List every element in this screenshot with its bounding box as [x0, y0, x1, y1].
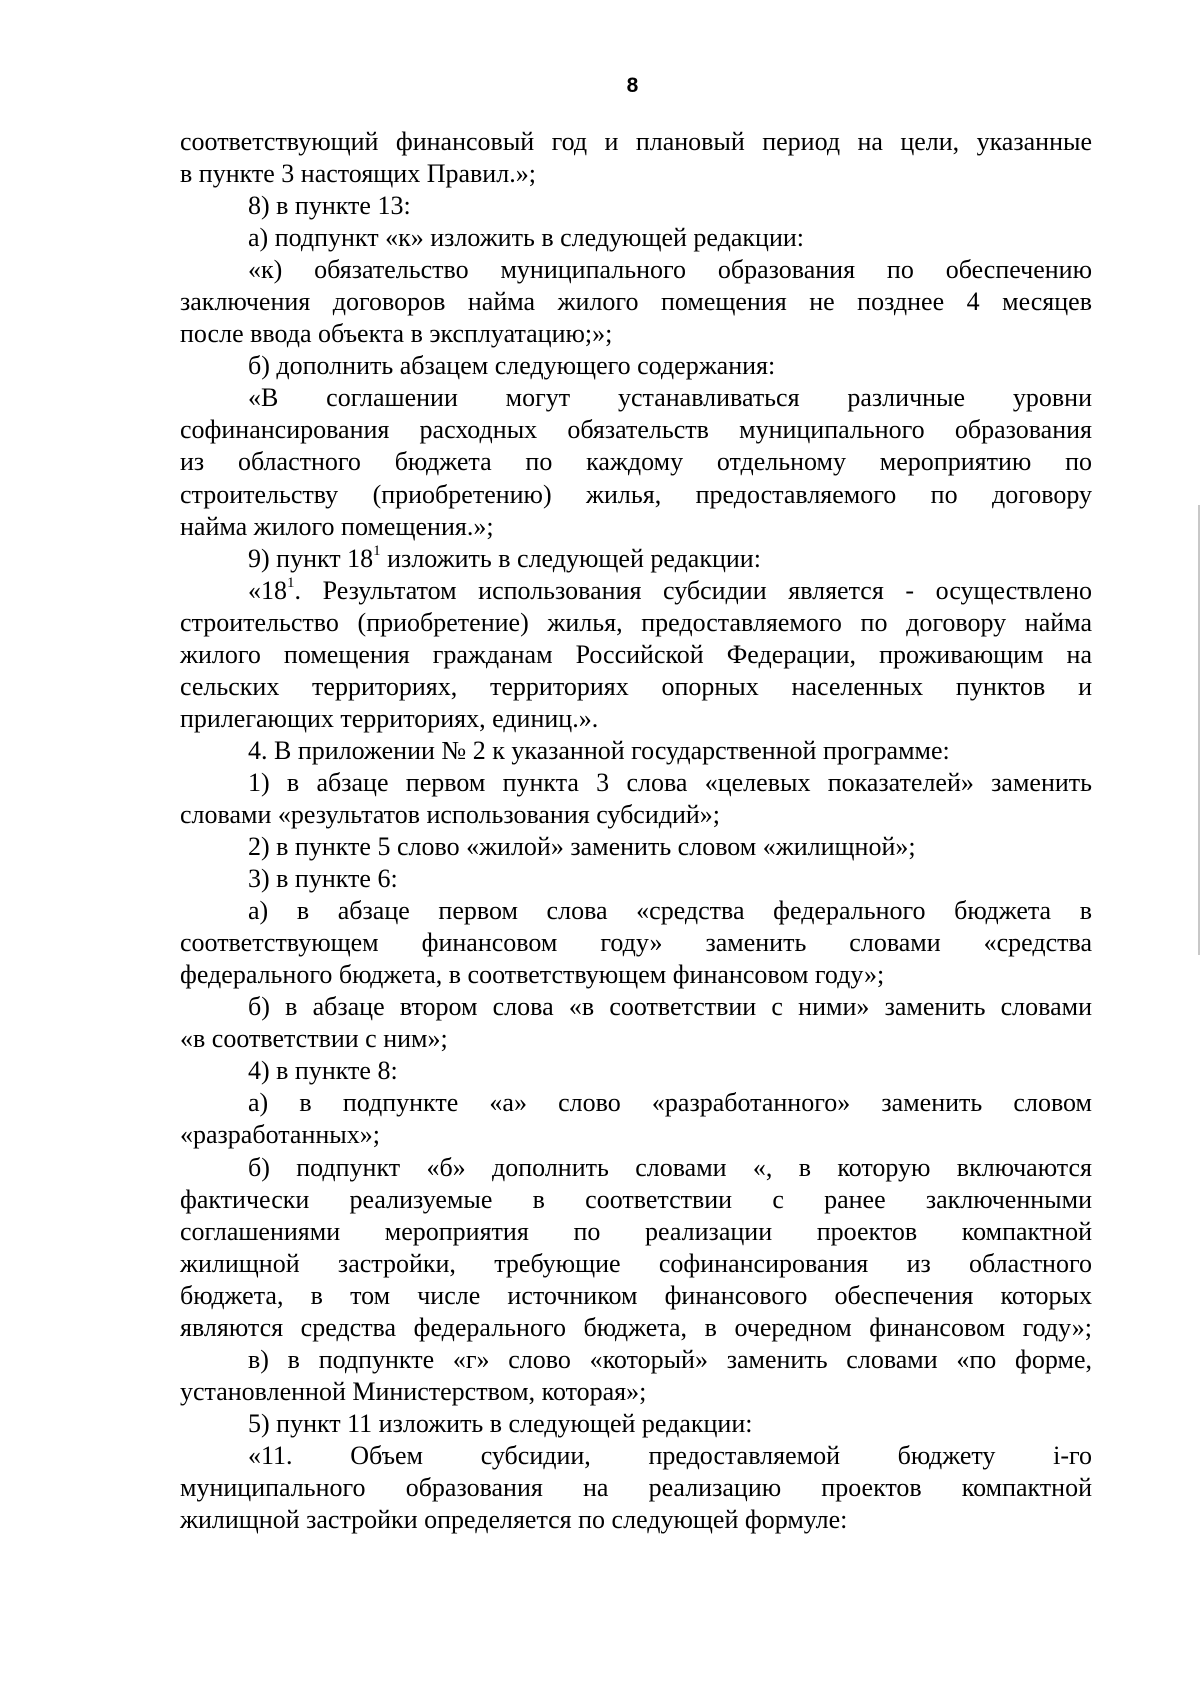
- line-text: софинансирования расходных обязательств муниципального образования: [180, 415, 1092, 445]
- line-text: соглашениями мероприятия по реализации проектов компактной: [180, 1216, 1092, 1246]
- line-text: 8) в пункте 13:: [248, 191, 411, 221]
- superscript: 1: [373, 542, 381, 559]
- text-line: [180, 831, 1092, 863]
- text-line: [180, 671, 1092, 703]
- line-text: «к) обязательство муниципального образования по обеспечению: [248, 255, 1092, 285]
- line-text: «в соответствии с ним»;: [180, 1024, 448, 1054]
- line-text: федерального бюджета, в соответствующем финансовом году»;: [180, 960, 885, 990]
- superscript: 1: [287, 574, 295, 591]
- text-line: [180, 126, 1092, 158]
- line-text: соответствующий финансовый год и плановый период на цели, указанные: [180, 127, 1092, 156]
- text-line: [180, 1504, 1092, 1536]
- line-text: прилегающих территориях, единиц.».: [180, 703, 599, 733]
- text-line: [180, 799, 1092, 831]
- line-text: б) в абзаце втором слова «в соответствии с ними» заменить словами: [248, 992, 1092, 1022]
- text-line: [180, 1023, 1092, 1055]
- text-line: [180, 1312, 1092, 1344]
- line-text: заключения договоров найма жилого помещения не позднее 4 месяцев: [180, 287, 1092, 317]
- line-text: 5) пункт 11 изложить в следующей редакции:: [248, 1408, 753, 1438]
- page-number: 8: [626, 74, 639, 97]
- line-text: «В соглашении могут устанавливаться различные уровни: [248, 383, 1092, 413]
- text-line: [180, 1248, 1092, 1280]
- text-line: [180, 991, 1092, 1023]
- text-line: [180, 1087, 1092, 1119]
- line-text: бюджета, в том числе источником финансового обеспечения которых: [180, 1280, 1092, 1310]
- text-line: [180, 1119, 1092, 1151]
- text-line: [180, 1216, 1092, 1248]
- line-text: из областного бюджета по каждому отдельному мероприятию по: [180, 447, 1092, 477]
- line-text: найма жилого помещения.»;: [180, 511, 494, 541]
- text-line: [180, 575, 1092, 607]
- line-text: фактически реализуемые в соответствии с ранее заключенными: [180, 1184, 1092, 1214]
- text-line: [180, 607, 1092, 639]
- text-line: [180, 767, 1092, 799]
- text-line: [180, 222, 1092, 254]
- text-line: [180, 1408, 1092, 1440]
- line-text: б) дополнить абзацем следующего содержания:: [248, 351, 776, 381]
- text-line: [180, 959, 1092, 991]
- line-text: 1) в абзаце первом пункта 3 слова «целевых показателей» заменить: [248, 767, 1092, 797]
- text-line: [180, 639, 1092, 671]
- line-text: а) в подпункте «а» слово «разработанного» заменить словом: [248, 1088, 1092, 1118]
- text-line: [180, 703, 1092, 735]
- line-text: в) в подпункте «г» слово «который» заменить словами «по форме,: [248, 1344, 1092, 1374]
- text-line: [180, 350, 1092, 382]
- text-line: [180, 479, 1092, 511]
- line-text: муниципального образования на реализацию проектов компактной: [180, 1472, 1092, 1502]
- text-line: [180, 382, 1092, 414]
- text-line: [180, 927, 1092, 959]
- line-text: 3) в пункте 6:: [248, 864, 398, 894]
- text-line: [180, 1472, 1092, 1504]
- line-text-continued: изложить в следующей редакции:: [380, 543, 761, 573]
- text-line: [180, 895, 1092, 927]
- text-line: [180, 863, 1092, 895]
- text-line: [180, 414, 1092, 446]
- line-text-continued: . Результатом использования субсидии является - осуществлено: [294, 575, 1092, 605]
- text-line: [180, 318, 1092, 350]
- line-text: 4. В приложении № 2 к указанной государственной программе:: [248, 735, 950, 765]
- line-text: б) подпункт «б» дополнить словами «, в которую включаются: [248, 1152, 1092, 1182]
- line-text: 2) в пункте 5 слово «жилой» заменить словом «жилищной»;: [248, 832, 916, 862]
- line-text: а) в абзаце первом слова «средства федерального бюджета в: [248, 896, 1092, 926]
- text-line: [180, 511, 1092, 543]
- text-line: [180, 735, 1092, 767]
- text-line: [180, 158, 1092, 190]
- line-text: после ввода объекта в эксплуатацию;»;: [180, 319, 613, 349]
- text-line: [180, 1440, 1092, 1472]
- line-text: строительство (приобретение) жилья, предоставляемого по договору найма: [180, 607, 1092, 637]
- text-line: [180, 446, 1092, 478]
- line-text: являются средства федерального бюджета, в очередном финансовом году»;: [180, 1312, 1092, 1342]
- text-line: [180, 1280, 1092, 1312]
- line-text: «разработанных»;: [180, 1120, 380, 1150]
- text-line: [180, 1184, 1092, 1216]
- text-line: [180, 1376, 1092, 1408]
- line-text: в пункте 3 настоящих Правил.»;: [180, 159, 536, 189]
- line-text: 9) пункт 18: [248, 543, 374, 573]
- line-text: «18: [248, 575, 287, 605]
- text-line: [180, 1152, 1092, 1184]
- line-text: словами «результатов использования субсидий»;: [180, 799, 721, 829]
- text-line: [180, 543, 1092, 575]
- text-line: [180, 190, 1092, 222]
- text-line: [180, 1344, 1092, 1376]
- line-text: жилищной застройки определяется по следующей формуле:: [180, 1505, 848, 1535]
- line-text: жилого помещения гражданам Российской Федерации, проживающим на: [180, 639, 1092, 669]
- line-text: строительству (приобретению) жилья, предоставляемого по договору: [180, 479, 1092, 509]
- line-text: 4) в пункте 8:: [248, 1056, 398, 1086]
- line-text: соответствующем финансовом году» заменить словами «средства: [180, 928, 1092, 958]
- text-line: [180, 1055, 1092, 1087]
- line-text: а) подпункт «к» изложить в следующей редакции:: [248, 223, 804, 253]
- line-text: «11. Объем субсидии, предоставляемой бюджету i-го: [248, 1440, 1092, 1470]
- text-line: [180, 254, 1092, 286]
- document-body: [180, 126, 1092, 1536]
- line-text: сельских территориях, территориях опорных населенных пунктов и: [180, 671, 1092, 701]
- line-text: жилищной застройки, требующие софинансирования из областного: [180, 1248, 1092, 1278]
- line-text: установленной Министерством, которая»;: [180, 1376, 647, 1406]
- text-line: [180, 286, 1092, 318]
